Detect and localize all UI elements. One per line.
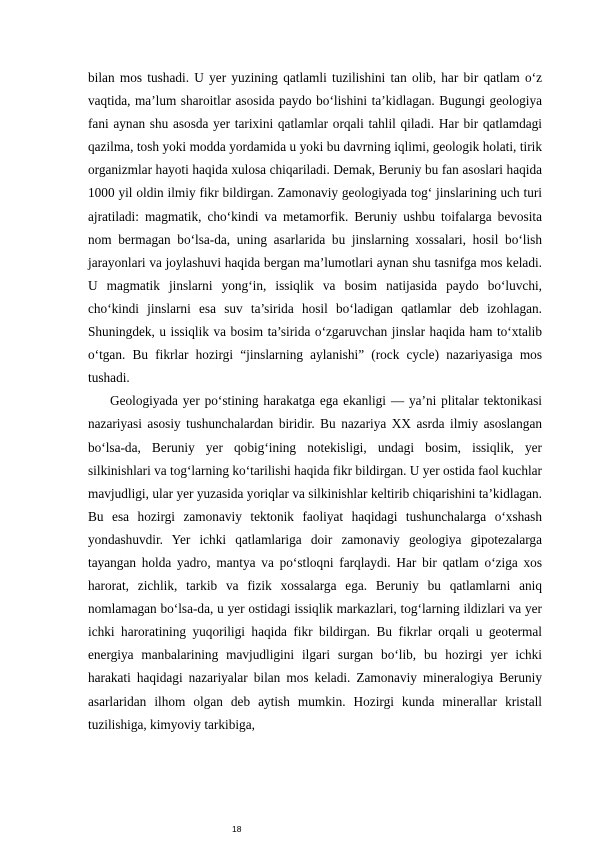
paragraph-1: bilan mos tushadi. U yer yuzining qatlamli tuzilishini tan olib, har bir qatlam o‘z vaqtida, ma’lum sharoitlar asosida paydo bo‘lishini ta’kidlagan. Bugungi geologiya fani aynan shu asosda yer tarixini qatlamlar orqali tahlil qiladi. Har bir qatlamdagi qazilma, tosh yoki modda yordamida u yoki bu davrning iqlimi, geologik holati, tirik organizmlar hayoti haqida xulosa chiqariladi. Demak, Beruniy bu fan asoslari haqida 1000 yil oldin ilmiy fikr bildirgan. Zamonaviy geologiyada tog‘ jinslarining uch turi ajratiladi: magmatik, cho‘kindi va metamorfik. Beruniy ushbu toifalarga bevosita nom bermagan bo‘lsa-da, uning asarlarida bu jinslarning xossalari, hosil bo‘lish jarayonlari va joylashuvi haqida bergan ma’lumotlari aynan shu tasnifga mos keladi. U magmatik jinslarni yong‘in, issiqlik va bosim natijasida paydo bo‘luvchi, cho‘kindi jinslarni esa suv ta’sirida hosil bo‘ladigan qatlamlar deb izohlagan. Shuningdek, u issiqlik va bosim ta’sirida o‘zgaruvchan jinslar haqida ham to‘xtalib o‘tgan. Bu fikrlar hozirgi “jinslarning aylanishi” (rock cycle) nazariyasiga mos tushadi. [88,70,542,386]
body-text [88,66,542,736]
page-number: 18 [232,824,242,834]
paragraph-2: Geologiyada yer po‘stining harakatga ega ekanligi — ya’ni plitalar tektonikasi nazariyasi asosiy tushunchalardan biridir. Bu nazariya XX asrda ilmiy asoslangan bo‘lsa-da, Beruniy yer qobig‘ining notekisligi, undagi bosim, issiqlik, yer silkinishlari va tog‘larning ko‘tarilishi haqida fikr bildirgan. U yer ostida faol kuchlar mavjudligi, ular yer yuzasida yoriqlar va silkinishlar keltirib chiqarishini ta’kidlagan. Bu esa hozirgi zamonaviy tektonik faoliyat haqidagi tushunchalarga o‘xshash yondashuvdir. Yer ichki qatlamlariga doir zamonaviy geologiya gipotezalarga tayangan holda yadro, mantya va po‘stloqni farqlaydi. Har bir qatlam o‘ziga xos harorat, zichlik, tarkib va fizik xossalarga ega. Beruniy bu qatlamlarni aniq nomlamagan bo‘lsa-da, u yer ostidagi issiqlik markazlari, tog‘larning ildizlari va yer ichki haroratining yuqoriligi haqida fikr bildirgan. Bu fikrlar orqali u geotermal energiya manbalarining mavjudligini ilgari surgan bo‘lib, bu hozirgi yer ichki harakati haqidagi nazariyalar bilan mos keladi. Zamonaviy mineralogiya Beruniy asarlaridan ilhom olgan deb aytish mumkin. Hozirgi kunda minerallar kristall tuzilishiga, kimyoviy tarkibiga, [88,393,542,732]
